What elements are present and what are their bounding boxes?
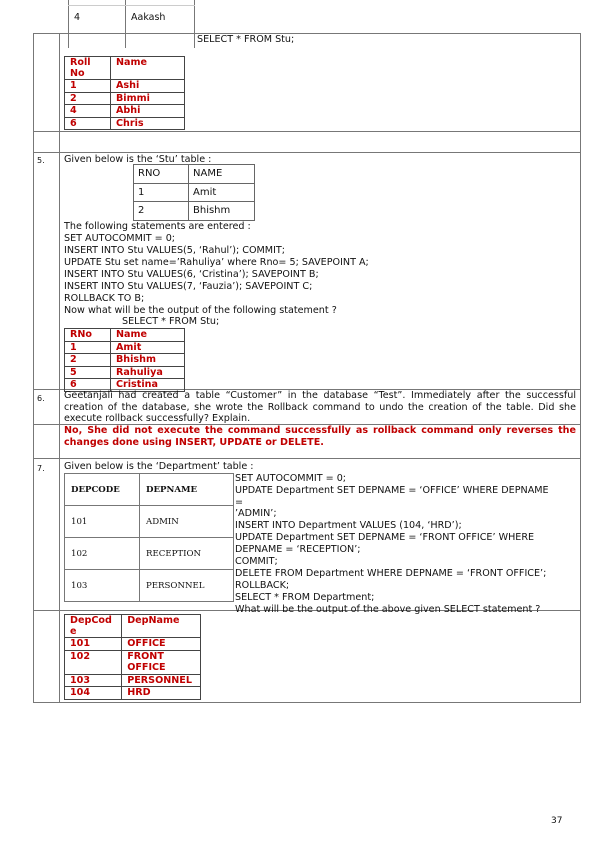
q7-statement: DELETE FROM Department WHERE DEPNAME = ‘FRONT OFFICE’; — [235, 568, 547, 579]
hline — [33, 152, 581, 153]
q7-statement: COMMIT; — [235, 556, 278, 567]
table-row: 6 Chris — [65, 117, 185, 130]
q5-number: 5. — [37, 156, 45, 165]
q5-statement: ROLLBACK TO B; — [64, 293, 145, 304]
table-row: 102 RECEPTION — [65, 538, 234, 570]
table-row: 1 Amit — [65, 341, 185, 354]
q5-stu-table: RNO NAME 1 Amit 2 Bhishm — [133, 164, 255, 221]
frame-left — [33, 33, 34, 703]
top-table-line — [68, 0, 69, 48]
q7-intro: Given below is the ‘Department’ table : — [64, 461, 254, 472]
q7-statement: UPDATE Department SET DEPNAME = ‘OFFICE’ WHERE DEPNAME — [235, 485, 549, 496]
q7-answer-table: DepCod e DepName 101 OFFICE 102 FRONT OFFICE 103 PERSONNEL 104 HRD — [64, 614, 201, 700]
q5-answer-table: RNo Name 1 Amit 2 Bhishm 5 Rahuliya 6 Cristina — [64, 328, 185, 392]
q7-statement: ROLLBACK; — [235, 580, 290, 591]
table-row: 2 Bhishm — [134, 202, 255, 221]
hline — [33, 458, 581, 459]
top-table-roll: 4 — [74, 12, 81, 23]
table-row: 5 Rahuliya — [65, 366, 185, 379]
q7-number: 7. — [37, 464, 45, 473]
table-row: 1 Ashi — [65, 80, 185, 93]
table-row: 103 PERSONNEL — [65, 674, 201, 687]
hline — [33, 33, 581, 34]
q5-statement: INSERT INTO Stu VALUES(5, ‘Rahul’); COMMIT; — [64, 245, 285, 256]
table-row: 101 OFFICE — [65, 638, 201, 651]
table-row: 2 Bhishm — [65, 354, 185, 367]
q5-statement: SET AUTOCOMMIT = 0; — [64, 233, 176, 244]
top-table-line — [125, 0, 126, 48]
q7-statement: UPDATE Department SET DEPNAME = ‘FRONT OFFICE’ WHERE — [235, 532, 535, 543]
q7-department-table: DEPCODE DEPNAME 101 ADMIN 102 RECEPTION 103 PERSONNEL — [64, 473, 234, 602]
table-row: 101 ADMIN — [65, 506, 234, 538]
q6-answer: No, She did not execute the command successfully as rollback command only reverses the changes done using INSERT, UPDATE or DELETE. — [64, 425, 576, 448]
q5-statement: UPDATE Stu set name=’Rahuliya’ where Rno= 5; SAVEPOINT A; — [64, 257, 369, 268]
table-row: 102 FRONT OFFICE — [65, 650, 201, 674]
q7-statement: What will be the output of the above given SELECT statement ? — [235, 604, 541, 615]
q5-statement: INSERT INTO Stu VALUES(6, ‘Cristina’); SAVEPOINT B; — [64, 269, 319, 280]
hline — [33, 131, 581, 132]
q7-statement: DEPNAME = ‘RECEPTION’; — [235, 544, 361, 555]
top-table-line — [68, 5, 195, 6]
top-table-name: Aakash — [131, 12, 166, 23]
table-row: 4 Abhi — [65, 105, 185, 118]
table-row: 6 Cristina — [65, 379, 185, 392]
q5-statements-intro: The following statements are entered : — [64, 221, 251, 232]
q4-answer-table: Roll No Name 1 Ashi 2 Bimmi 4 Abhi 6 Chris — [64, 56, 185, 130]
q7-statement: SET AUTOCOMMIT = 0; — [235, 473, 347, 484]
q7-statement: ’ADMIN’; — [235, 508, 277, 519]
q4-query: SELECT * FROM Stu; — [197, 34, 295, 45]
q5-statement: INSERT INTO Stu VALUES(7, ‘Fauzia’); SAVEPOINT C; — [64, 281, 313, 292]
table-row: 2 Bimmi — [65, 92, 185, 105]
q6-number: 6. — [37, 394, 45, 403]
q6-question: Geetanjali had created a table “Customer” in the database “Test”. Immediately after the successful creation of the database, she wrote the Rollback command to undo the creation of the table. Did she execute rollback successfully? Explain. — [64, 390, 576, 424]
q5-statement: Now what will be the output of the following statement ? — [64, 305, 337, 316]
q7-statement: INSERT INTO Department VALUES (104, ‘HRD’); — [235, 520, 462, 531]
table-row: 1 Amit — [134, 183, 255, 202]
hline — [33, 702, 581, 703]
q7-statement: SELECT * FROM Department; — [235, 592, 375, 603]
table-row: 104 HRD — [65, 687, 201, 700]
top-table-line — [194, 0, 195, 48]
table-row: 103 PERSONNEL — [65, 570, 234, 602]
page-number: 37 — [551, 816, 563, 826]
q5-query: SELECT * FROM Stu; — [122, 316, 220, 327]
frame-col — [59, 33, 60, 703]
q5-intro: Given below is the ‘Stu’ table : — [64, 154, 212, 165]
q7-statement: = — [235, 497, 244, 508]
frame-right — [580, 33, 581, 703]
